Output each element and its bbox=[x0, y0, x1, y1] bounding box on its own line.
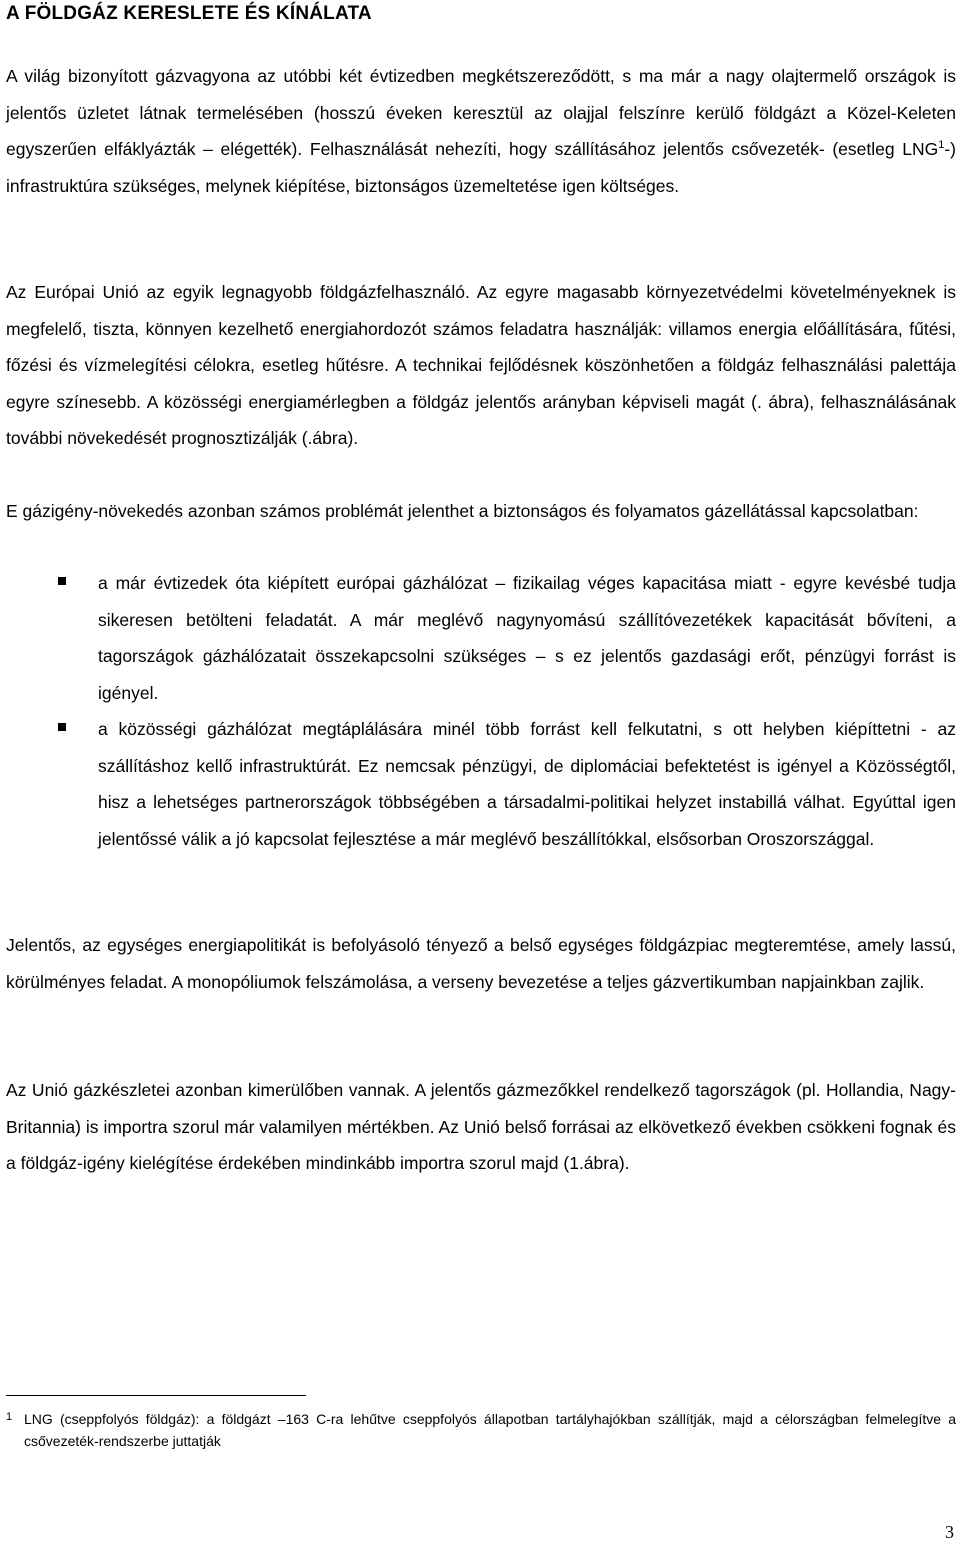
paragraph-3: E gázigény-növekedés azonban számos problémát jelenthet a biztonságos és folyamatos gázellátással kapcsolatban: bbox=[6, 501, 919, 521]
footnote-text: LNG (cseppfolyós földgáz): a földgázt –163 C-ra lehűtve cseppfolyós állapotban tartályhajókban szállítják, majd a célországban felmelegítve a csővezeték-rendszerbe juttatják bbox=[24, 1411, 956, 1449]
footnote-reference: 1 bbox=[938, 139, 945, 152]
list-item bbox=[6, 711, 956, 857]
paragraph-5: Az Unió gázkészletei azonban kimerülőben vannak. A jelentős gázmezőkkel rendelkező tagországok (pl. Hollandia, Nagy-Britannia) is importra szorul már valamilyen mértékben. Az Unió belső forrásai az elkövetkező években csökkeni fognak és a földgáz-igény kielégítése érdekében mindinkább importra szorul majd (1.ábra). bbox=[6, 1080, 956, 1173]
section-title: A FÖLDGÁZ KERESLETE ÉS KÍNÁLATA bbox=[6, 3, 372, 24]
bullet-list bbox=[6, 565, 956, 857]
paragraph-1-text-cont: -) infrastruktúra szükséges, melynek kiépítése, biztonságos üzemeltetése igen költséges. bbox=[6, 139, 956, 196]
page-number: 3 bbox=[945, 1522, 954, 1542]
list-item-text: a közösségi gázhálózat megtáplálására minél több forrást kell felkutatni, s ott helyben kiépíttetni - az szállításhoz kellő infrastruktúrát. Ez nemcsak pénzügyi, de diplomáciai befektetést is igényel a Közösségtől, hisz a lehetséges partnerországok többségében a társadalmi-politikai helyzet instabillá válhat. Egyúttal igen jelentőssé válik a jó kapcsolat fejlesztése a már meglévő beszállítókkal, elsősorban Oroszországgal. bbox=[98, 719, 956, 849]
square-bullet-icon bbox=[58, 577, 66, 585]
footnote bbox=[6, 1408, 956, 1452]
square-bullet-icon bbox=[58, 723, 66, 731]
list-item-text: a már évtizedek óta kiépített európai gázhálózat – fizikailag véges kapacitása miatt - egyre kevésbé tudja sikeresen betölteni feladatát. A már meglévő nagynyomású szállítóvezetékek kapacitását bővíteni, a tagországok gázhálózatait összekapcsolni szükséges – s ez jelentős gazdasági erőt, pénzügyi forrást is igényel. bbox=[98, 573, 956, 703]
list-item bbox=[6, 565, 956, 711]
paragraph-4: Jelentős, az egységes energiapolitikát is befolyásoló tényező a belső egységes földgázpiac megteremtése, amely lassú, körülményes feladat. A monopóliumok felszámolása, a verseny bevezetése a teljes gázvertikumban napjainkban zajlik. bbox=[6, 935, 956, 992]
paragraph-1 bbox=[6, 58, 956, 204]
footnote-divider bbox=[6, 1395, 306, 1396]
paragraph-2: Az Európai Unió az egyik legnagyobb földgázfelhasználó. Az egyre magasabb környezetvédelmi követelményeknek is megfelelő, tiszta, könnyen kezelhető energiahordozót számos feladatra használják: villamos energia előállítására, fűtési, főzési és vízmelegítési célokra, esetleg hűtésre. A technikai fejlődésnek köszönhetően a földgáz felhasználási palettája egyre színesebb. A közösségi energiamérlegben a földgáz jelentős arányban képviseli magát (. ábra), felhasználásának további növekedését prognosztizálják (.ábra). bbox=[6, 282, 956, 448]
paragraph-1-text: A világ bizonyított gázvagyona az utóbbi két évtizedben megkétszereződött, s ma már a nagy olajtermelő országok is jelentős üzletet látnak termelésében (hosszú éveken keresztül az olajjal felszínre kerülő földgázt a Közel-Keleten egyszerűen elfáklyázták – elégették). Felhasználását nehezíti, hogy szállításához jelentős csővezeték- (esetleg LNG bbox=[6, 66, 956, 159]
footnote-number: 1 bbox=[6, 1411, 13, 1423]
